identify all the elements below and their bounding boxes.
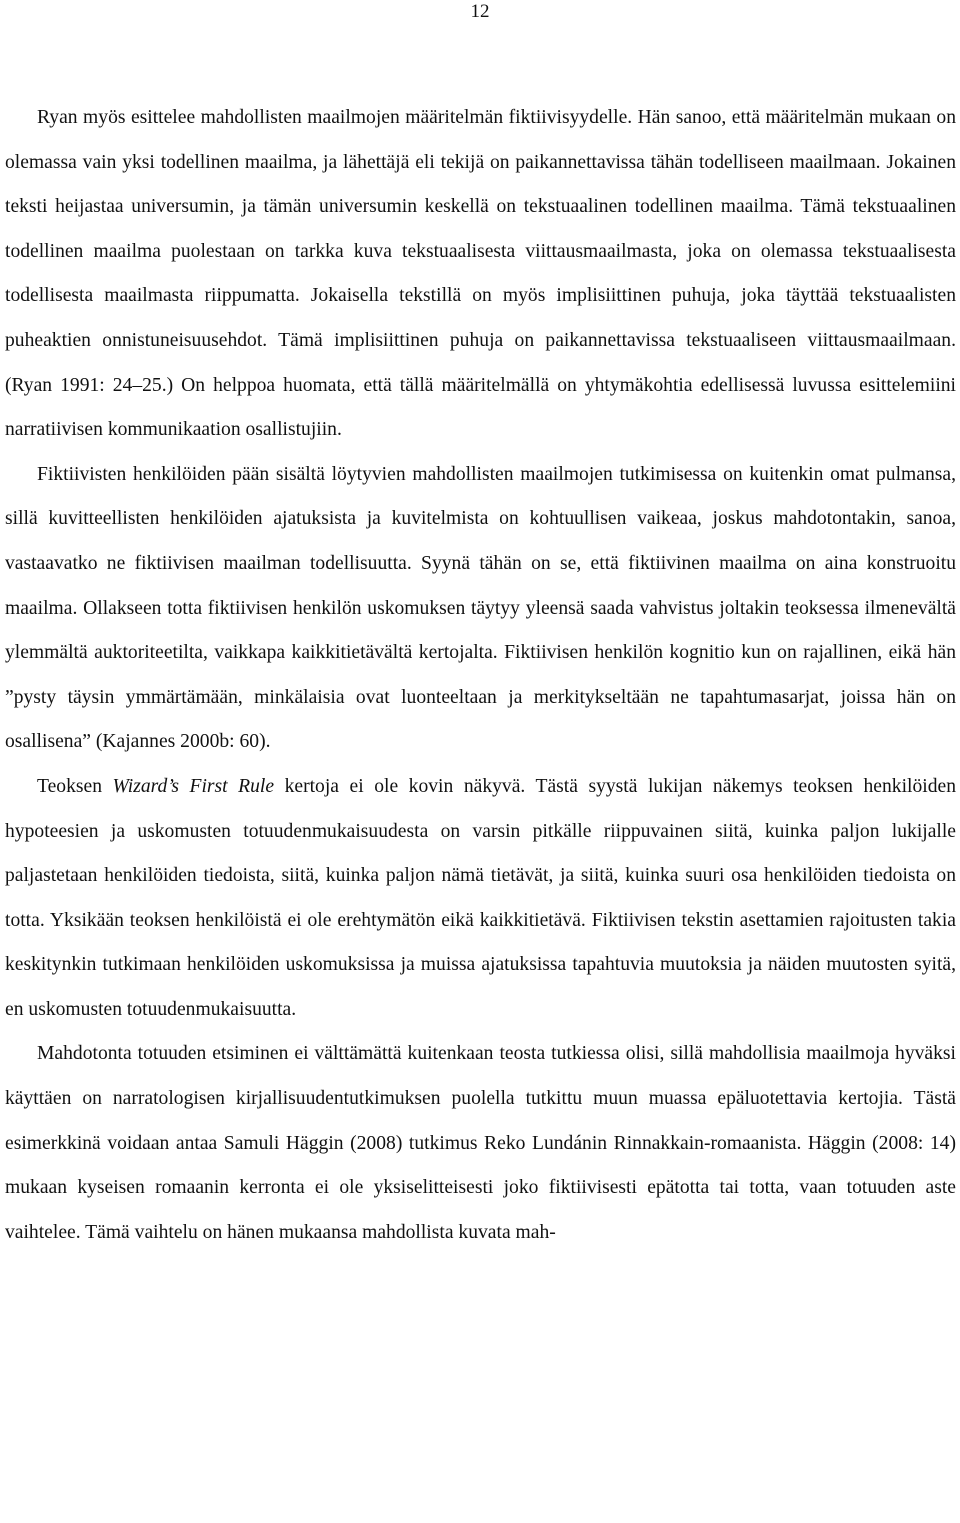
book-title: Wizard’s First Rule xyxy=(112,775,275,797)
page-number: 12 xyxy=(470,1,490,22)
paragraph: Ryan myös esittelee mahdollisten maailmojen määritelmän fiktiivisyydelle. Hän sanoo, että määritelmän mukaan on olemassa vain yksi todellinen maailma, ja lähettäjä eli tekijä on paikannettavissa tähän todelliseen maailmaan. Jokainen teksti heijastaa universumin, ja tämän universumin keskellä on tekstuaalinen todellinen maailma. Tämä tekstuaalinen todellinen maailma puolestaan on tarkka kuva tekstuaalisesta viittausmaailmasta, joka on olemassa tekstuaalisesta todellisesta maailmasta riippumatta. Jokaisella tekstillä on myös implisiittinen puhuja, joka täyttää tekstuaalisten puheaktien onnistuneisuusehdot. Tämä implisiittinen puhuja on paikannettavissa tekstuaaliseen viittausmaailmaan. (Ryan 1991: 24–25.) On helppoa huomata, että tällä määritelmällä on yhtymäkohtia edellisessä luvussa esittelemiini narratiivisen kommunikaation osallistujiin. xyxy=(5,107,956,441)
paragraph-text: kertoja ei ole kovin näkyvä. Tästä syystä lukijan näkemys teoksen henkilöiden hypoteesien ja uskomusten totuudenmukaisuudesta on varsin pitkälle riippuvainen siitä, kuinka paljon lukijalle paljastetaan henkilöiden tiedoista, siitä, kuinka paljon nämä tietävät, ja siitä, kuinka suuri osa henkilöiden tiedoista on totta. Yksikään teoksen henkilöistä ei ole erehtymätön eikä kaikkitietävä. Fiktiivisen tekstin asettamien rajoitusten takia keskitynkin tutkimaan henkilöiden uskomuksissa ja muissa ajatuksissa tapahtuvia muutoksia ja näiden muutosten syitä, en uskomusten totuudenmukaisuutta. xyxy=(5,775,956,1020)
paragraph: Mahdotonta totuuden etsiminen ei välttämättä kuitenkaan teosta tutkiessa olisi, sillä mahdollisia maailmoja hyväksi käyttäen on narratologisen kirjallisuudentutkimuksen puolella tutkittu muun muassa epäluotettavia kertojia. Tästä esimerkkinä voidaan antaa Samuli Häggin (2008) tutkimus Reko Lundánin Rinnakkain-romaanista. Häggin (2008: 14) mukaan kyseisen romaanin kerronta ei ole yksiselitteisesti joko fiktiivisesti epätotta tai totta, vaan totuuden aste vaihtelee. Tämä vaihtelu on hänen mukaansa mahdollista kuvata mah- xyxy=(5,1043,956,1243)
body-text xyxy=(5,96,956,1255)
paragraph: Fiktiivisten henkilöiden pään sisältä löytyvien mahdollisten maailmojen tutkimisessa on kuitenkin omat pulmansa, sillä kuvitteellisten henkilöiden ajatuksista ja kuvitelmista on kohtuullisen vaikeaa, joskus mahdotontakin, sanoa, vastaavatko ne fiktiivisen maailman todellisuutta. Syynä tähän on se, että fiktiivinen maailma on aina konstruoitu maailma. Ollakseen totta fiktiivisen henkilön uskomuksen täytyy yleensä saada vahvistus joltakin teoksessa ilmenevältä ylemmältä auktoriteetilta, vaikkapa kaikkitietävältä kertojalta. Fiktiivisen henkilön kognitio kun on rajallinen, eikä hän ”pysty täysin ymmärtämään, minkälaisia ovat luonteeltaan ja merkitykseltään ne tapahtumasarjat, joissa hän on osallisena” (Kajannes 2000b: 60). xyxy=(5,463,956,753)
paragraph-lead: Teoksen xyxy=(37,775,113,797)
paragraph xyxy=(5,765,956,1033)
